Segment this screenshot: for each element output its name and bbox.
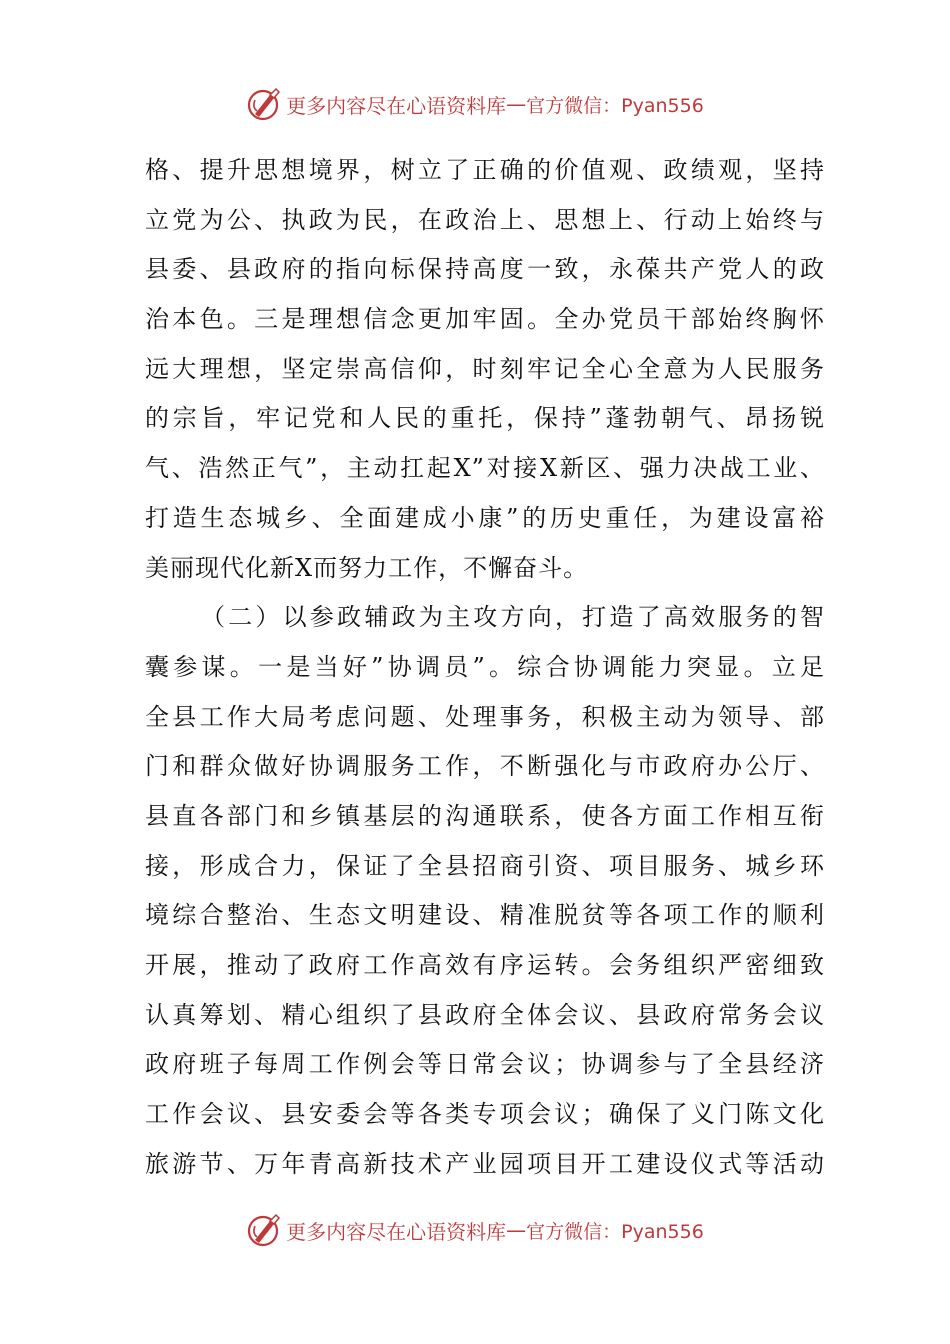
- body-line: 治本色。三是理想信念更加牢固。全办党员干部始终胸怀: [145, 305, 825, 334]
- body-line: 旅游节、万年青高新技术产业园项目开工建设仪式等活动: [145, 1149, 825, 1178]
- body-line: 开展，推动了政府工作高效有序运转。会务组织严密细致: [145, 951, 825, 979]
- body-line: 美丽现代化新X而努力工作，不懈奋斗。: [145, 553, 589, 582]
- document-body: [145, 146, 825, 1189]
- body-line: 囊参谋。一是当好”协调员”。综合协调能力突显。立足: [145, 652, 825, 681]
- body-line: 打造生态城乡、全面建成小康”的历史重任，为建设富裕: [145, 503, 825, 532]
- body-line: 全县工作大局考虑问题、处理事务，积极主动为领导、部: [145, 702, 825, 731]
- watermark-site-text: 更多内容尽在心语资料库: [286, 93, 507, 118]
- watermark-separator: —: [506, 1218, 527, 1242]
- watermark-wechat-text: 官方微信：Pyan556: [526, 94, 704, 117]
- body-line: 格、提升思想境界，树立了正确的价值观、政绩观，坚持: [145, 156, 825, 184]
- body-line: 县委、县政府的指向标保持高度一致，永葆共产党人的政: [145, 255, 825, 284]
- body-line: 工作会议、县安委会等各类专项会议；确保了义门陈文化: [145, 1100, 825, 1129]
- pen-logo-icon: [246, 1212, 282, 1248]
- body-line: 县直各部门和乡镇基层的沟通联系，使各方面工作相互衔: [145, 801, 825, 830]
- body-line: 远大理想，坚定崇高信仰，时刻牢记全心全意为人民服务: [145, 354, 825, 383]
- body-line: 接，形成合力，保证了全县招商引资、项目服务、城乡环: [145, 851, 825, 880]
- watermark-banner-bottom: [0, 1210, 950, 1250]
- watermark-site-text: 更多内容尽在心语资料库: [286, 1219, 507, 1244]
- body-line: 的宗旨，牢记党和人民的重托，保持”蓬勃朝气、昂扬锐: [145, 404, 825, 433]
- body-line: 境综合整治、生态文明建设、精准脱贫等各项工作的顺利: [145, 901, 825, 930]
- body-line: 认真筹划、精心组织了县政府全体会议、县政府常务会议: [145, 1000, 825, 1029]
- pen-logo-icon: [246, 86, 282, 122]
- body-line: 气、浩然正气”，主动扛起X”对接X新区、强力决战工业、: [145, 454, 825, 483]
- watermark-separator: —: [506, 92, 527, 116]
- body-line: 政府班子每周工作例会等日常会议；协调参与了全县经济: [145, 1050, 825, 1079]
- body-line: 门和群众做好协调服务工作，不断强化与市政府办公厅、: [145, 752, 825, 781]
- watermark-banner-top: [0, 84, 950, 124]
- watermark-wechat-text: 官方微信：Pyan556: [526, 1220, 704, 1243]
- body-line: 立党为公、执政为民，在政治上、思想上、行动上始终与: [145, 205, 825, 234]
- section-heading-line: （二）以参政辅政为主攻方向，打造了高效服务的智: [201, 603, 825, 632]
